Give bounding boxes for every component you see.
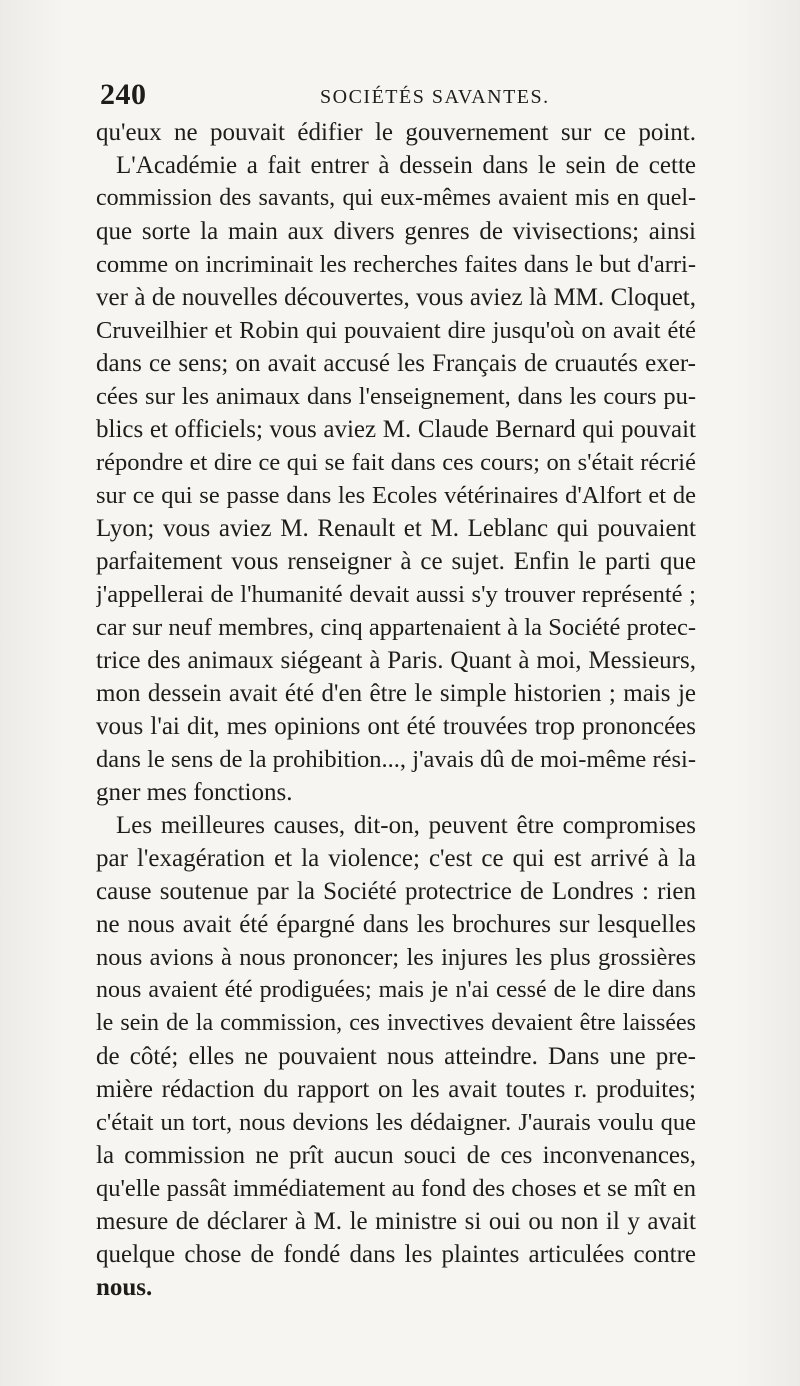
text-line: mon dessein avait été d'en être le simple historien ; mais je [96,680,696,707]
text-line: nous avaient été prodiguées; mais je n'ai cessé de le dire dans [96,977,696,1003]
text-line: car sur neuf membres, cinq appartenaient à la Société protec- [96,614,696,641]
text-line: trice des animaux siégeant à Paris. Quant à moi, Messieurs, [96,647,696,674]
text-line: Lyon; vous aviez M. Renault et M. Leblanc qui pouvaient [96,515,696,542]
page-number: 240 [100,78,147,111]
text-line: L'Académie a fait entrer à dessein dans le sein de cette [116,152,696,179]
body-text [96,116,696,1304]
text-line: par l'exagération et la violence; c'est ce qui est arrivé à la [96,845,696,872]
text-line: sur ce qui se passe dans les Ecoles vétérinaires d'Alfort et de [96,482,696,509]
text-line: nous avions à nous prononcer; les injures les plus grossières [96,944,696,971]
text-line: parfaitement vous renseigner à ce sujet. Enfin le parti que [96,548,696,575]
text-line: gner mes fonctions. [96,779,293,806]
text-line: j'appellerai de l'humanité devait aussi s'y trouver représenté ; [96,581,696,608]
text-line: que sorte la main aux divers genres de vivisections; ainsi [96,218,696,245]
text-line: mière rédaction du rapport on les avait toutes r. produites; [96,1076,696,1103]
page-header [100,78,695,112]
text-line: qu'eux ne pouvait édifier le gouvernement sur ce point. [96,119,696,146]
text-line: de côté; elles ne pouvaient nous atteindre. Dans une pre- [96,1043,696,1070]
text-line: cause soutenue par la Société protectrice de Londres : rien [96,878,696,905]
text-line: commission des savants, qui eux-mêmes avaient mis en quel- [96,185,696,211]
text-line: vous l'ai dit, mes opinions ont été trouvées trop prononcées [96,713,696,740]
text-line: quelque chose de fondé dans les plaintes articulées contre [96,1241,696,1268]
text-line: la commission ne prît aucun souci de ces inconvenances, [96,1142,696,1169]
text-line: c'était un tort, nous devions les dédaigner. J'aurais voulu que [96,1109,696,1136]
text-line: Cruveilhier et Robin qui pouvaient dire jusqu'où on avait été [96,317,696,344]
text-line: le sein de la commission, ces invectives devaient être laissées [96,1010,696,1036]
text-line: dans le sens de la prohibition..., j'avais dû de moi-même rési- [96,746,696,773]
text-line: comme on incriminait les recherches faites dans le but d'arri- [96,251,696,278]
text-line: ver à de nouvelles découvertes, vous aviez là MM. Cloquet, [96,284,696,311]
text-line: ne nous avait été épargné dans les brochures sur lesquelles [96,911,696,938]
text-line: Les meilleures causes, dit-on, peuvent être compromises [116,812,696,839]
text-line: mesure de déclarer à M. le ministre si oui ou non il y avait [96,1208,696,1235]
text-line: nous. [96,1274,153,1301]
text-line: blics et officiels; vous aviez M. Claude Bernard qui pouvait [96,416,696,443]
text-line: répondre et dire ce qui se fait dans ces cours; on s'était récrié [96,449,696,476]
running-head: SOCIÉTÉS SAVANTES. [320,86,550,108]
text-line: dans ce sens; on avait accusé les Français de cruautés exer- [96,350,696,377]
text-line: cées sur les animaux dans l'enseignement, dans les cours pu- [96,383,696,410]
text-line: qu'elle passât immédiatement au fond des choses et se mît en [96,1175,696,1202]
